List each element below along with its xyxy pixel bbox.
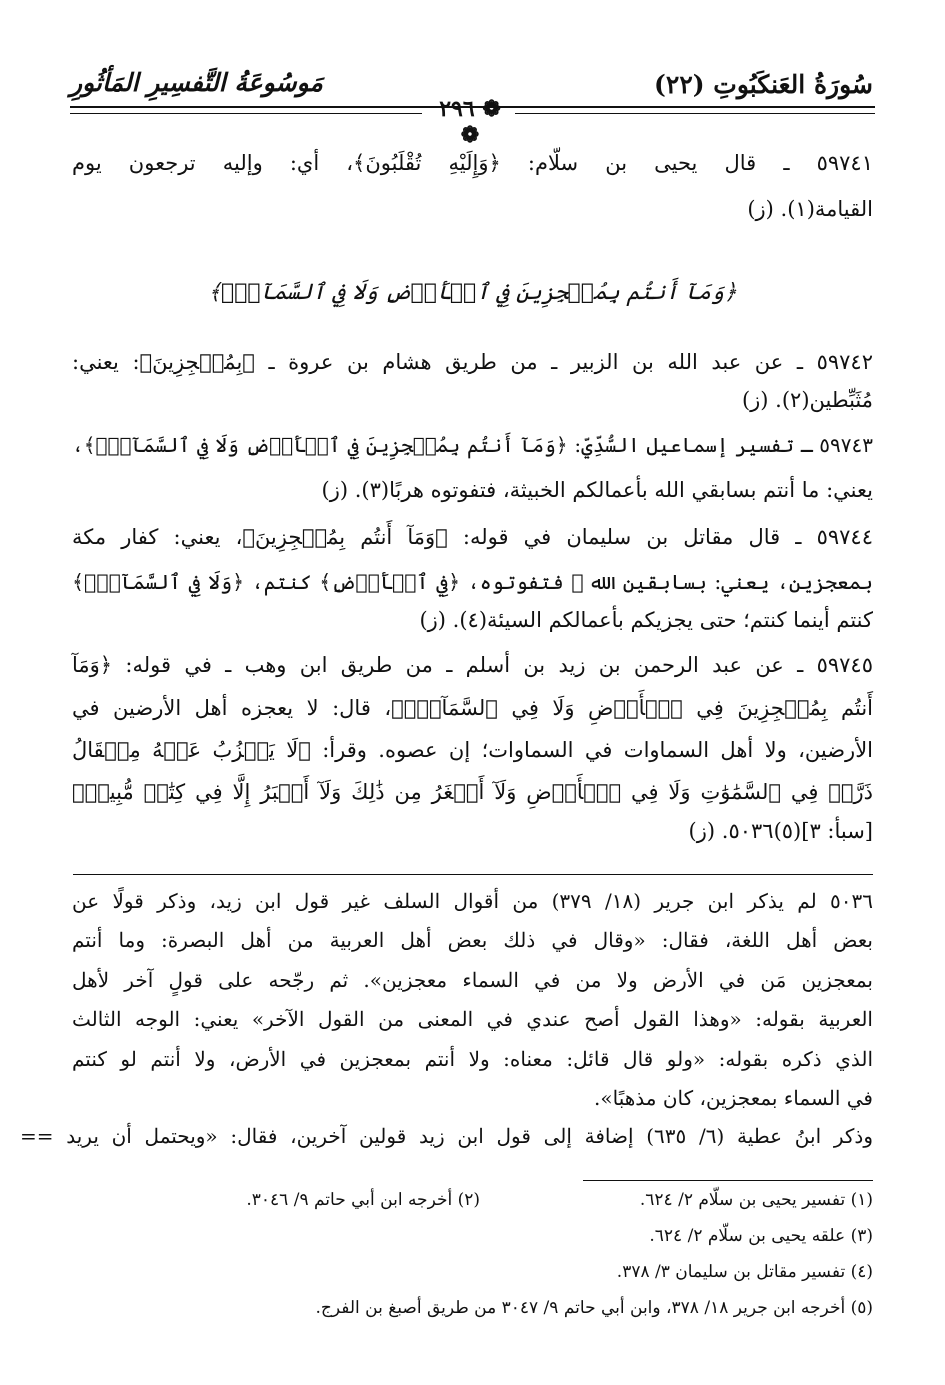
entry-59745-line-2: أَنتُم بِمُعۡجِزِينَ فِي ٱلۡأَرۡضِ وَلَا فِي ٱلسَّمَآءِۖ﴾، قال: لا يعجزه أهل الأرضين في bbox=[72, 696, 873, 720]
entry-59745-line-3: الأرضين، ولا أهل السماوات في السماوات؛ إن عصوه. وقرأ: ﴿لَا يَعۡزُبُ عَنۡهُ مِثۡقَالُ bbox=[72, 738, 873, 762]
entry-59745-line-5: [سبأ: ٣](٥)٥٠٣٦. (ز) bbox=[688, 819, 873, 843]
verse-heading: ﴿وَمَآ أَنتُم بِمُعۡجِزِينَ فِي ٱلۡأَرۡضِ وَلَا فِي ٱلسَّمَآءِۖ﴾ bbox=[208, 280, 737, 305]
running-header-surah: سُورَةُ العَنكَبُوتِ (٢٢) bbox=[654, 70, 873, 99]
footnote-separator bbox=[583, 1180, 873, 1181]
entry-59741-line-1: ٥٩٧٤١ ـ قال يحيى بن سلّام: ﴿وَإِلَيْهِ تُقْلَبُونَ﴾، أي: وإليه ترجعون يوم bbox=[72, 151, 873, 175]
footnote-1: (١) تفسير يحيى بن سلّام ٢/ ٦٢٤. bbox=[639, 1190, 873, 1210]
footnote-4: (٤) تفسير مقاتل بن سليمان ٣/ ٣٧٨. bbox=[616, 1262, 873, 1282]
commentary-line-5: الذي ذكره بقوله: «ولو قال قائل: معناه: ولا أنتم بمعجزين في الأرض، ولا أنتم لو كنتم bbox=[72, 1047, 873, 1071]
entry-59744-line-2: بمعجزين، يعني: بسابقين الله ﷻ فتفوتوه، ﴿فِي ٱلۡأَرۡضِ﴾ كنتم، ﴿وَلَا فِي ٱلسَّمَآءِۖ﴾ bbox=[72, 570, 873, 594]
footnote-5: (٥) أخرجه ابن جرير ١٨/ ٣٧٨، وابن أبي حاتم ٩/ ٣٠٤٧ من طريق أصبغ بن الفرج. bbox=[315, 1298, 873, 1318]
entry-59743-line-1: ٥٩٧٤٣ ـ تفسير إسماعيل السُّدِّيّ: ﴿وَمَآ أَنتُم بِمُعۡجِزِينَ فِي ٱلۡأَرۡضِ وَلَا فِي ٱلسَّمَآءِۖ﴾، bbox=[72, 433, 873, 457]
commentary-line-3: بمعجزين مَن في الأرض ولا من في السماء معجزين». ثم رجّحه على قولٍ آخر لأهل bbox=[72, 968, 873, 992]
commentary-line-6: في السماء بمعجزين، كان مذهبًا». bbox=[594, 1086, 873, 1110]
footnote-2: (٢) أخرجه ابن أبي حاتم ٩/ ٣٠٤٦. bbox=[246, 1190, 480, 1210]
commentary-line-4: العربية بقوله: «وهذا القول أصح عندي في المعنى من القول الآخر» يعني: الوجه الثالث bbox=[72, 1007, 873, 1031]
page-number: ❁ ٢٩٦ ❁ bbox=[439, 96, 501, 148]
commentary-separator bbox=[73, 874, 873, 875]
entry-59743-line-2: يعني: ما أنتم بسابقي الله بأعمالكم الخبيثة، فتفوتوه هربًا(٣). (ز) bbox=[321, 478, 873, 502]
entry-59741-line-2: القيامة(١). (ز) bbox=[747, 197, 873, 221]
entry-59744-line-1: ٥٩٧٤٤ ـ قال مقاتل بن سليمان في قوله: ﴿وَمَآ أَنتُم بِمُعۡجِزِينَ﴾، يعني: كفار مكة bbox=[72, 525, 873, 549]
commentary-line-7: وذكر ابنُ عطية (٦/ ٦٣٥) إضافة إلى قول ابن زيد قولين آخرين، فقال: «ويحتمل أن يريد == bbox=[20, 1124, 873, 1148]
entry-59742-line-2: مُثَبِّطين(٢). (ز) bbox=[741, 388, 873, 412]
running-header-book-title: مَوسُوعَةُ التَّفسِيرِ المَأثُورِ bbox=[70, 68, 323, 97]
entry-59742-line-1: ٥٩٧٤٢ ـ عن عبد الله بن الزبير ـ من طريق هشام بن عروة ـ ﴿بِمُعۡجِزِينَ﴾: يعني: bbox=[72, 350, 873, 374]
footnote-3: (٣) علقه يحيى بن سلّام ٢/ ٦٢٤. bbox=[649, 1226, 873, 1246]
header-rule-right bbox=[515, 113, 875, 114]
commentary-line-1: ٥٠٣٦ لم يذكر ابن جرير (١٨/ ٣٧٩) من أقوال السلف غير قول ابن زيد، وذكر قولًا عن bbox=[72, 889, 873, 913]
header-rule-left bbox=[70, 113, 422, 114]
entry-59744-line-3: كنتم أينما كنتم؛ حتى يجزيكم بأعمالكم السيئة(٤). (ز) bbox=[419, 608, 873, 632]
commentary-line-2: بعض أهل اللغة، فقال: «وقال في ذلك بعض أهل العربية من أهل البصرة: وما أنتم bbox=[72, 928, 873, 952]
entry-59745-line-4: ذَرَّةٖ فِي ٱلسَّمَٰوَٰتِ وَلَا فِي ٱلۡأَرۡضِ وَلَآ أَصۡغَرُ مِن ذَٰلِكَ وَلَآ أَكۡبَرُ إِلَّا فِي كِتَٰبٖ مُّبِينٖ﴾ bbox=[72, 780, 873, 804]
entry-59745-line-1: ٥٩٧٤٥ ـ عن عبد الرحمن بن زيد بن أسلم ـ من طريق ابن وهب ـ في قوله: ﴿وَمَآ bbox=[72, 653, 873, 677]
